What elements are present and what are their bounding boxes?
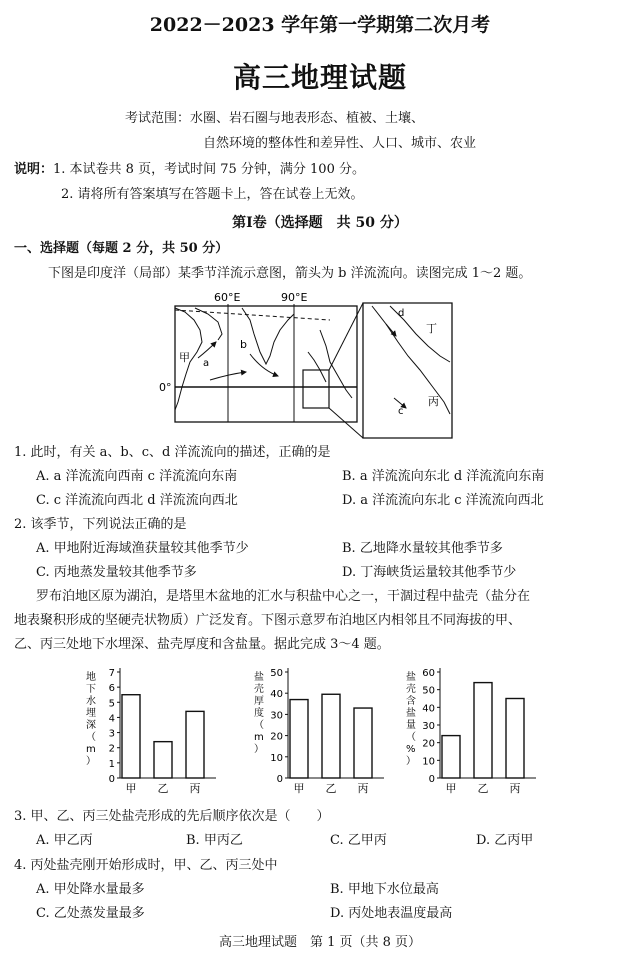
x-category-label: 甲 [125,782,137,795]
intro-q1-2: 下图是印度洋（局部）某季节洋流示意图，箭头为 b 洋流流向。读图完成 1～2 题。 [48,266,532,281]
label-c: c [398,406,404,417]
bar-乙 [474,683,492,778]
bar-丙 [506,699,524,779]
y-tick-label: 40 [270,689,283,701]
q3-option-b: B. 甲丙乙 [186,833,243,848]
y-tick-label: 10 [270,752,283,764]
y-tick-label: 40 [422,703,435,715]
q2-option-c: C. 丙地蒸发量较其他季节多 [36,565,197,580]
notes-label: 说明： [14,162,54,177]
lat-label-0: 0° [159,381,172,394]
intro-q3-4-line-3: 乙、丙三处地下水埋深、盐壳厚度和含盐量。据此完成 3～4 题。 [14,637,390,652]
y-axis-label: 盐壳含盐量（%） [406,672,416,767]
q3-option-d: D. 乙丙甲 [476,833,534,848]
section1-title: 第Ⅰ卷（选择题 共 50 分） [232,215,408,231]
label-d: d [398,308,405,319]
exam-scope-line-1: 考试范围：水圈、岩石圈与地表形态、植被、土壤、 [125,111,425,126]
label-jia: 甲 [179,351,190,364]
inset-connector-top [329,303,363,370]
bar-丙 [186,711,204,778]
q1-stem: 1. 此时，有关 a、b、c、d 洋流流向的描述，正确的是 [14,445,331,460]
bar-甲 [442,736,460,778]
inset-connector-bottom [329,408,363,438]
y-axis-label: 地下水埋深（ m ） [86,672,96,767]
q4-option-b: B. 甲地下水位最高 [330,882,439,897]
q2-stem: 2. 该季节，下列说法正确的是 [14,517,187,532]
q2-option-b: B. 乙地降水量较其他季节多 [342,541,503,556]
notes-line-1 [14,161,365,178]
indian-ocean-current-map [150,290,570,440]
bar-甲 [122,695,140,778]
notes-item-2: 2. 请将所有答案填写在答题卡上，答在试卷上无效。 [61,187,364,202]
exam-header-title: 2022－2023 学年第一学期第二次月考 [149,14,491,36]
x-category-label: 乙 [157,782,169,795]
label-bing: 丙 [428,395,439,408]
x-category-label: 乙 [477,782,489,795]
x-category-label: 丙 [509,782,521,795]
q4-stem: 4. 丙处盐壳刚开始形成时，甲、乙、丙三处中 [14,858,278,873]
page-footer: 高三地理试题 第 1 页（共 8 页） [218,935,422,950]
x-category-label: 甲 [445,782,457,795]
part-title: 一、选择题（每题 2 分，共 50 分） [14,241,229,256]
label-ding: 丁 [426,322,437,335]
q1-option-d: D. a 洋流流向东北 c 洋流流向西北 [342,493,544,508]
chart-crust-salinity [400,660,550,800]
inset-current-d-arrow [386,324,396,336]
q4-option-d: D. 丙处地表温度最高 [330,906,453,921]
y-tick-label: 0 [108,774,115,785]
x-category-label: 丙 [189,782,201,795]
y-tick-label: 30 [270,710,283,722]
inset-frame [363,303,452,438]
lon-label-90: 90°E [281,291,308,304]
q2-option-d: D. 丁海峡货运量较其他季节少 [342,565,517,580]
q3-option-a: A. 甲乙丙 [36,833,93,848]
q1-option-b: B. a 洋流流向东北 d 洋流流向东南 [342,469,545,484]
y-axis-label: 盐壳厚度（ m ） [254,672,264,755]
bar-丙 [354,708,372,778]
y-tick-label: 60 [422,668,435,679]
y-tick-label: 50 [270,668,283,679]
bar-乙 [322,694,340,778]
y-tick-label: 10 [422,756,435,768]
x-category-label: 丙 [357,782,369,795]
bar-乙 [154,742,172,778]
lon-label-60: 60°E [214,291,241,304]
tropic-dashed-line [175,310,330,320]
y-tick-label: 0 [276,774,283,785]
chart-crust-thickness [248,660,398,800]
y-tick-label: 0 [428,774,435,785]
y-tick-label: 7 [108,668,115,679]
intro-q3-4-line-2: 地表聚积形成的坚硬壳状物质）广泛发育。下图示意罗布泊地区内相邻且不同海拔的甲、 [14,613,522,628]
q2-option-a: A. 甲地附近海域渔获量较其他季节少 [36,541,249,556]
y-tick-label: 5 [108,698,115,710]
subject-title: 高三地理试题 [232,61,407,94]
label-b: b [240,338,247,351]
y-tick-label: 30 [422,721,435,732]
y-tick-label: 20 [270,731,283,743]
y-tick-label: 50 [422,685,435,697]
x-category-label: 甲 [293,782,305,795]
y-tick-label: 2 [108,743,115,755]
label-a: a [203,358,210,369]
notes-item-1: 1. 本试卷共 8 页，考试时间 75 分钟，满分 100 分。 [53,162,365,177]
y-tick-label: 1 [108,758,115,770]
malay-coast [308,352,326,382]
q4-option-a: A. 甲处降水量最多 [36,882,145,897]
exam-scope-line-2: 自然环境的整体性和差异性、人口、城市、农业 [203,136,477,151]
current-b-arrow [250,354,278,376]
y-tick-label: 4 [108,713,115,725]
y-tick-label: 20 [422,738,435,750]
q3-stem: 3. 甲、乙、丙三处盐壳形成的先后顺序依次是（ ） [14,809,330,824]
y-tick-label: 3 [108,728,115,740]
q1-option-a: A. a 洋流流向西南 c 洋流流向东南 [36,469,238,484]
inset-source-box [303,370,329,408]
bar-甲 [290,700,308,778]
y-tick-label: 6 [108,683,115,695]
q3-option-c: C. 乙甲丙 [330,833,387,848]
q4-option-c: C. 乙处蒸发量最多 [36,906,145,921]
q1-option-c: C. c 洋流流向西北 d 洋流流向西北 [36,493,238,508]
intro-q3-4-line-1: 罗布泊地区原为湖泊，是塔里木盆地的汇水与积盐中心之一，干涸过程中盐壳（盐分在 [36,589,531,604]
x-category-label: 乙 [325,782,337,795]
chart-groundwater-depth [80,660,230,800]
